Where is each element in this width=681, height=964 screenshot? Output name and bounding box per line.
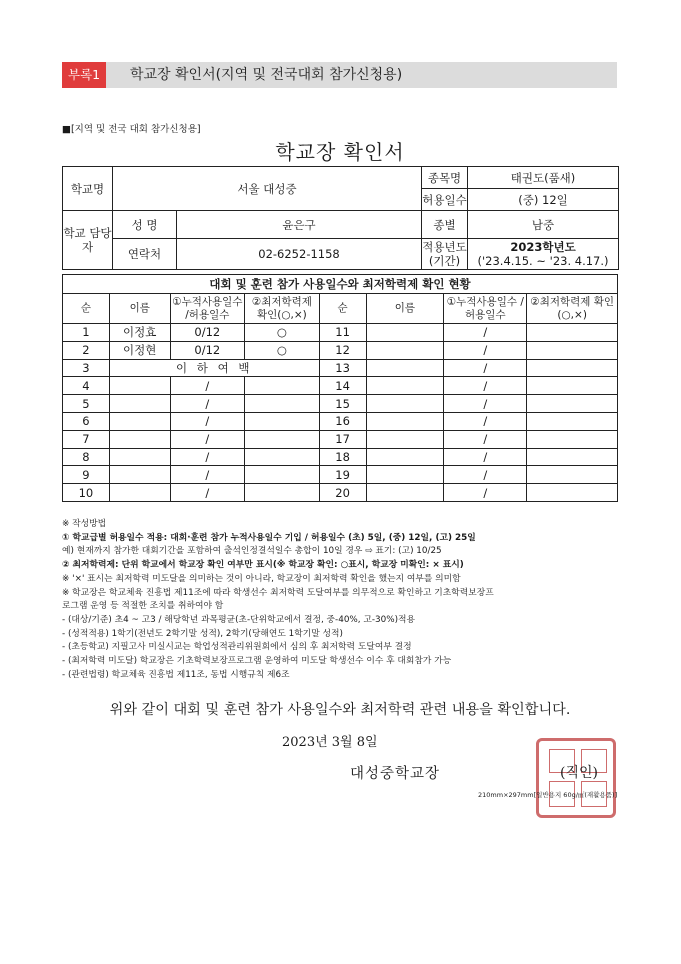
- achievement-check: [245, 466, 320, 484]
- used-days: /: [444, 377, 527, 395]
- header-no: 순: [319, 294, 366, 324]
- student-name: [109, 412, 170, 430]
- instruction-line: - (관련법령) 학교체육 진흥법 제11조, 동법 시행규칙 제6조: [62, 669, 290, 680]
- student-name: [366, 430, 444, 448]
- used-days: /: [170, 484, 245, 502]
- division-value: 남중: [468, 211, 619, 239]
- student-name: [366, 324, 444, 342]
- used-days: /: [444, 430, 527, 448]
- row-number: 13: [319, 359, 366, 377]
- document-title: 학교장 확인서: [275, 140, 405, 164]
- contact-value: 02-6252-1158: [177, 239, 422, 270]
- achievement-check: [527, 484, 618, 502]
- appendix-badge: 부록1: [62, 62, 106, 88]
- instruction-line: ※ '×' 표시는 최저학력 미도달을 의미하는 것이 아니라, 학교장이 최저학력 확인을 했는지 여부를 의미함: [62, 573, 461, 584]
- year-label: 적용년도 (기간): [422, 240, 467, 268]
- row-number: 5: [63, 395, 110, 413]
- row-number: 19: [319, 466, 366, 484]
- header-name: 이름: [109, 294, 170, 324]
- header-no: 순: [63, 294, 110, 324]
- table-row: [63, 341, 618, 359]
- student-name: [366, 359, 444, 377]
- section-title: 대회 및 훈련 참가 사용일수와 최저학력제 확인 현황: [63, 275, 618, 294]
- table-row: [63, 412, 618, 430]
- row-number: 1: [63, 324, 110, 342]
- achievement-check: [245, 448, 320, 466]
- instruction-line: 로그램 운영 등 적절한 조치를 취하여야 함: [62, 601, 224, 612]
- info-table: [62, 166, 619, 270]
- header-days: ①누적사용일수 /허용일수: [444, 294, 527, 324]
- instruction-line: ① 학교급별 허용일수 적용: 대회·훈련 참가 누적사용일수 기입 / 허용일수 (초) 5일, (중) 12일, (고) 25일: [62, 532, 476, 543]
- seal-label: (직인): [560, 765, 598, 781]
- achievement-check: [527, 341, 618, 359]
- year-value-line2: ('23.4.15. ~ '23. 4.17.): [477, 254, 609, 268]
- used-days: /: [444, 359, 527, 377]
- writing-instructions: [62, 518, 622, 682]
- row-number: 10: [63, 484, 110, 502]
- student-name: [366, 341, 444, 359]
- instruction-line: - (대상/기준) 초4 ~ 고3 / 해당학년 과목평균(초-단위학교에서 결정, 중-40%, 고-30%)적용: [62, 614, 416, 625]
- used-days: /: [444, 412, 527, 430]
- student-name: [366, 377, 444, 395]
- event-value: 태권도(품새): [468, 167, 619, 189]
- row-number: 3: [63, 359, 110, 377]
- principal-name: 대성중학교장: [350, 766, 441, 782]
- used-days: /: [170, 448, 245, 466]
- achievement-check: [245, 484, 320, 502]
- header-name: 이름: [366, 294, 444, 324]
- table-row: [63, 448, 618, 466]
- used-days: 0/12: [170, 341, 245, 359]
- contact-label: 연락처: [113, 239, 177, 270]
- student-name: [366, 448, 444, 466]
- achievement-check: [245, 430, 320, 448]
- row-number: 18: [319, 448, 366, 466]
- student-name: [109, 377, 170, 395]
- table-row: [63, 484, 618, 502]
- achievement-check: [527, 448, 618, 466]
- blank-below-note: 이 하 여 백: [109, 359, 319, 377]
- used-days: 0/12: [170, 324, 245, 342]
- achievement-check: [245, 395, 320, 413]
- student-name: 이정현: [109, 341, 170, 359]
- year-value: [468, 239, 619, 270]
- table-row: [63, 377, 618, 395]
- row-number: 9: [63, 466, 110, 484]
- row-number: 15: [319, 395, 366, 413]
- school-label: 학교명: [63, 167, 113, 211]
- appendix-title: 학교장 확인서(지역 및 전국대회 참가신청용): [130, 67, 403, 83]
- achievement-check: [245, 412, 320, 430]
- achievement-check: [527, 466, 618, 484]
- student-name: [109, 430, 170, 448]
- table-row: [63, 430, 618, 448]
- header-check: ②최저학력제 확인(○,×): [245, 294, 320, 324]
- used-days: /: [444, 324, 527, 342]
- achievement-check: [527, 359, 618, 377]
- student-name: [109, 448, 170, 466]
- student-name: [366, 395, 444, 413]
- header-days: ①누적사용일수 /허용일수: [170, 294, 245, 324]
- achievement-check: [527, 412, 618, 430]
- division-label: 종별: [422, 211, 468, 239]
- achievement-check: [527, 324, 618, 342]
- table-row: [63, 395, 618, 413]
- name-value: 윤은구: [177, 211, 422, 239]
- instruction-line: ※ 학교장은 학교체육 진흥법 제11조에 따라 학생선수 최저학력 도달여부를 의무적으로 확인하고 기초학력보장프: [62, 587, 494, 598]
- event-label: 종목명: [422, 167, 468, 189]
- row-number: 14: [319, 377, 366, 395]
- allowed-days-label: 허용일수: [422, 189, 468, 211]
- instruction-line: - (초등학교) 지필고사 미실시교는 학업성적관리위원회에서 심의 후 최저학력 도달여부 결정: [62, 642, 412, 653]
- table-row: [63, 359, 618, 377]
- row-number: 11: [319, 324, 366, 342]
- used-days: /: [170, 430, 245, 448]
- table-row: [63, 466, 618, 484]
- used-days: /: [444, 448, 527, 466]
- appendix-header: [62, 62, 617, 88]
- achievement-check: [245, 377, 320, 395]
- confirmation-statement: 위와 같이 대회 및 훈련 참가 사용일수와 최저학력 관련 내용을 확인합니다.: [109, 702, 571, 718]
- student-name: [109, 466, 170, 484]
- manager-label: 학교 담당자: [63, 211, 113, 270]
- row-number: 12: [319, 341, 366, 359]
- row-number: 2: [63, 341, 110, 359]
- header-check: ②최저학력제 확인(○,×): [527, 294, 618, 324]
- used-days: /: [170, 395, 245, 413]
- achievement-check: [527, 377, 618, 395]
- achievement-check: [527, 430, 618, 448]
- row-number: 17: [319, 430, 366, 448]
- row-number: 6: [63, 412, 110, 430]
- used-days: /: [170, 412, 245, 430]
- allowed-days-value: (중) 12일: [468, 189, 619, 211]
- achievement-check: ○: [245, 341, 320, 359]
- student-name: [366, 466, 444, 484]
- student-name: [366, 484, 444, 502]
- table-row: [63, 324, 618, 342]
- used-days: /: [444, 484, 527, 502]
- participation-log-table: [62, 274, 618, 502]
- student-name: [109, 484, 170, 502]
- year-value-line1: 2023학년도: [510, 240, 576, 254]
- used-days: /: [444, 395, 527, 413]
- student-name: [109, 395, 170, 413]
- used-days: /: [444, 341, 527, 359]
- row-number: 16: [319, 412, 366, 430]
- instruction-line: 예) 현재까지 참가한 대회기간을 포함하여 출석인정결석일수 총합이 10일 경우 ⇨ 표기: (고) 10/25: [62, 546, 442, 557]
- row-number: 8: [63, 448, 110, 466]
- row-number: 7: [63, 430, 110, 448]
- instruction-line: - (성적적용) 1학기(전년도 2학기말 성적), 2학기(당해연도 1학기말 성적): [62, 628, 343, 639]
- paper-spec-note: 210mm×297mm[일반용지 60g/㎡(재활용품)]: [478, 791, 618, 799]
- name-label: 성 명: [113, 211, 177, 239]
- achievement-check: [527, 395, 618, 413]
- instruction-line: ② 최저학력제: 단위 학교에서 학교장 확인 여부만 표시(※ 학교장 확인: ○표시, 학교장 미확인: × 표시): [62, 560, 464, 571]
- used-days: /: [444, 466, 527, 484]
- row-number: 20: [319, 484, 366, 502]
- instruction-line: - (최저학력 미도달) 학교장은 기초학력보장프로그램 운영하여 미도달 학생선수 이수 후 대회참가 가능: [62, 656, 452, 667]
- student-name: [366, 412, 444, 430]
- used-days: /: [170, 466, 245, 484]
- form-label: ■[지역 및 전국 대회 참가신청용]: [62, 124, 201, 135]
- student-name: 이정효: [109, 324, 170, 342]
- issue-date: 2023년 3월 8일: [282, 735, 378, 750]
- instruction-line: ※ 작성방법: [62, 519, 107, 529]
- achievement-check: ○: [245, 324, 320, 342]
- school-value: 서울 대성중: [113, 167, 422, 211]
- row-number: 4: [63, 377, 110, 395]
- used-days: /: [170, 377, 245, 395]
